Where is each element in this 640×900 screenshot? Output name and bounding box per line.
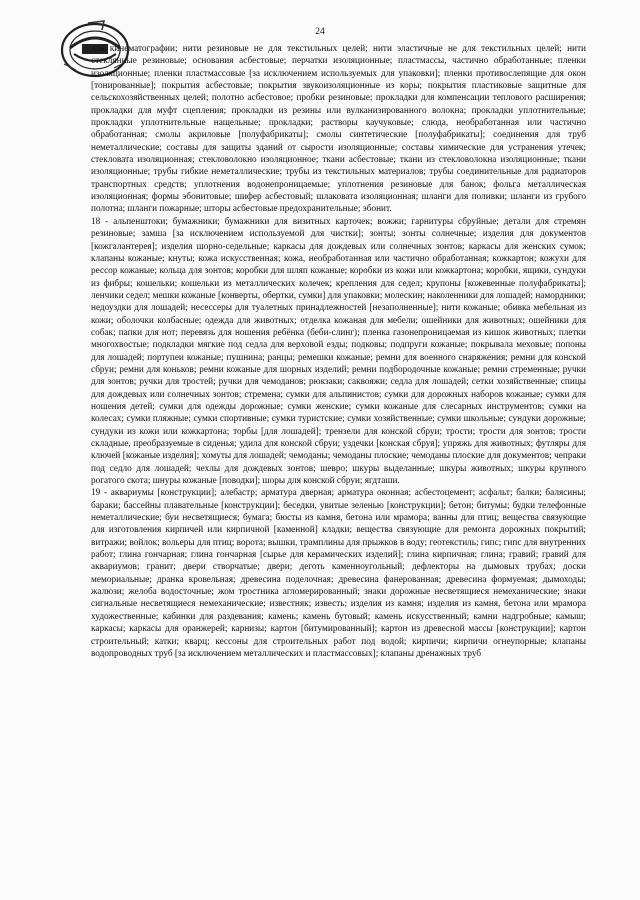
paragraph-class-18: 18 - альпенштоки; бумажники; бумажники для визитных карточек; вожжи; гарнитуры сбруйные; детали для стремян резиновые; замша [за исключением используемой для чистки]; зонты; зонты солнечные; изделия для документов [кожгалантерея]; изделия шорно-седельные; каркасы для дождевых или солнечных зонтов; каркасы для женских сумок; клапаны кожаные; кнуты; кожа искусственная; кожа, необработанная или частично обработанная; кожкартон; кожухи для рессор кожаные; кольца для зонтов; коробки для шляп кожаные; коробки из кожи или кожкартона; коробки, ящики, сундуки из фибры; кошельки; кошельки из металлических колечек; крепления для седел; крупоны [кожевенные полуфабрикаты]; ленчики седел; мешки кожаные [конверты, обертки, сумки] для упаковки; молескин; наколенники для лошадей; намордники; недоуздки для лошадей; несессеры для туалетных принадлежностей [незаполненные]; нити кожаные; обивка мебельная из кожи; оболочки колбасные; одежда для животных; отделка кожаная для мебели; ошейники для животных; ошейники для собак; папки для нот; перевязь для ношения ребёнка (беби-слинг); пленка газонепроницаемая из кишок животных; плетки многохвостые; подкладки мягкие под седла для верховой езды; подковы; подпруги кожаные; покрывала меховые; попоны для лошадей; портупеи кожаные; пушнина; ранцы; ремешки кожаные; ремни для военного снаряжения; ремни для конской сбруи; ремни для коньков; ремни кожаные для шорных изделий; ремни подбородочные кожаные; ремни стременные; ручки для зонтов; ручки для тростей; ручки для чемоданов; рюкзаки; саквояжи; седла для лошадей; сетки хозяйственные; спицы для дождевых или солнечных зонтов; стремена; сумки для альпинистов; сумки для дорожных наборов кожаные; сумки для ношения детей; сумки для одежды дорожные; сумки женские; сумки кожаные для слесарных инструментов; сумки на колесах; сумки пляжные; сумки спортивные; сумки туристские; сумки хозяйственные; сумки школьные; сундуки дорожные; сундуки из кожи или кожкартона; торбы [для лошадей]; трензели для конской сбруи; трости; трости для зонтов; трости складные, преобразуемые в сиденья; удила для конской сбруи; уздечки [конская сбруя]; упряжь для животных; футляры для ключей [кожаные изделия]; хомуты для лошадей; чемоданы; чемоданы плоские; чемоданы плоские для документов; чепраки под седло для лошадей; чехлы для дождевых зонтов; шевро; шкуры выделанные; шкуры животных; шкуры крупного рогатого скота; шнуры кожаные [поводки]; шоры для конской сбруи; ягдташи. (91, 216, 586, 487)
paragraph-continuation: для кинематографии; нити резиновые не для текстильных целей; нити эластичные не для текстильных целей; нити стеклянные резиновые; основания асбестовые; перчатки изоляционные; пластмассы, частично обработанные; пленки изоляционные; пленки пластмассовые [за исключением используемых для упаковки]; пленки противослепящие для окон [тонированные]; покрытия асбестовые; покрытия звукоизоляционные из коры; покрытия пластиковые защитные для сельскохозяйственных целей; полотно асбестовое; пробки резиновые; прокладки для компенсации теплового расширения; прокладки для муфт сцепления; прокладки из резины или вулканизированного волокна; прокладки уплотнительные; прокладки уплотнительные нащельные; прокладки; растворы каучуковые; слюда, необработанная или частично обработанная; смолы акриловые [полуфабрикаты]; смолы синтетические [полуфабрикаты]; соединения для труб неметаллические; составы для защиты зданий от сырости изоляционные; составы химические для устранения утечек; стекловата изоляционная; стекловолокно изоляционное; ткани асбестовые; ткани из стекловолокна изоляционные; ткани изоляционные; трубы гибкие неметаллические; трубы из текстильных материалов; трубы соединительные для радиаторов транспортных средств; уплотнения водонепроницаемые; уплотнения резиновые для банок; фольга металлическая изоляционная; формы эбонитовые; шифер асбестовый; шлаковата изоляционная; шланги для поливки; шланги из грубого полотна; шланги пожарные; шторы асбестовые предохранительные; эбонит. (91, 44, 586, 215)
document-body (91, 43, 586, 883)
paragraph-class-19: 19 - аквариумы [конструкции]; алебастр; арматура дверная; арматура оконная; асбестоцемент; асфальт; балки; балясины; бараки; бассейны плавательные [конструкции]; беседки, увитые зеленью [конструкции]; бетон; битумы; будки телефонные неметаллические; буи несветящиеся; бумага; бюсты из камня, бетона или мрамора; ванны для птиц; вещества связующие для изготовления кирпичей или кирпичной [каменной] кладки; вещества связующие для ремонта дорожных покрытий; витражи; войлок; вольеры для птиц; ворота; вышки, трамплины для прыжков в воду; геотекстиль; гипс; гипс для внутренних работ; глина гончарная; глина гончарная [сырье для керамических изделий]; глина кирпичная; глина; гравий; гравий для аквариумов; гранит; двери створчатые; двери; деготь каменноугольный; дефлекторы на дымовых трубах; доски мемориальные; дранка кровельная; древесина поделочная; древесина фанерованная; древесина формуемая; дымоходы; жалюзи; желоба водосточные; жом тростника агломерированный; знаки дорожные несветящиеся немеханические; знаки сигнальные несветящиеся немеханические; известняк; известь; изделия из камня; изделия из камня, бетона или мрамора художественные; кабинки для раздевания; камень; камень бутовый; камень искусственный; камни надгробные; камыш; каркасы; каркасы для оранжерей; карнизы; картон [битумированный]; картон из древесной массы [конструкции]; картон строительный; катки; кварц; кессоны для строительных работ под водой; кирпичи; кирпичи огнеупорные; клапаны водопроводных труб [за исключением металлических и пластмассовых]; клапаны дренажных труб (91, 488, 586, 659)
page-number: 24 (315, 27, 325, 37)
